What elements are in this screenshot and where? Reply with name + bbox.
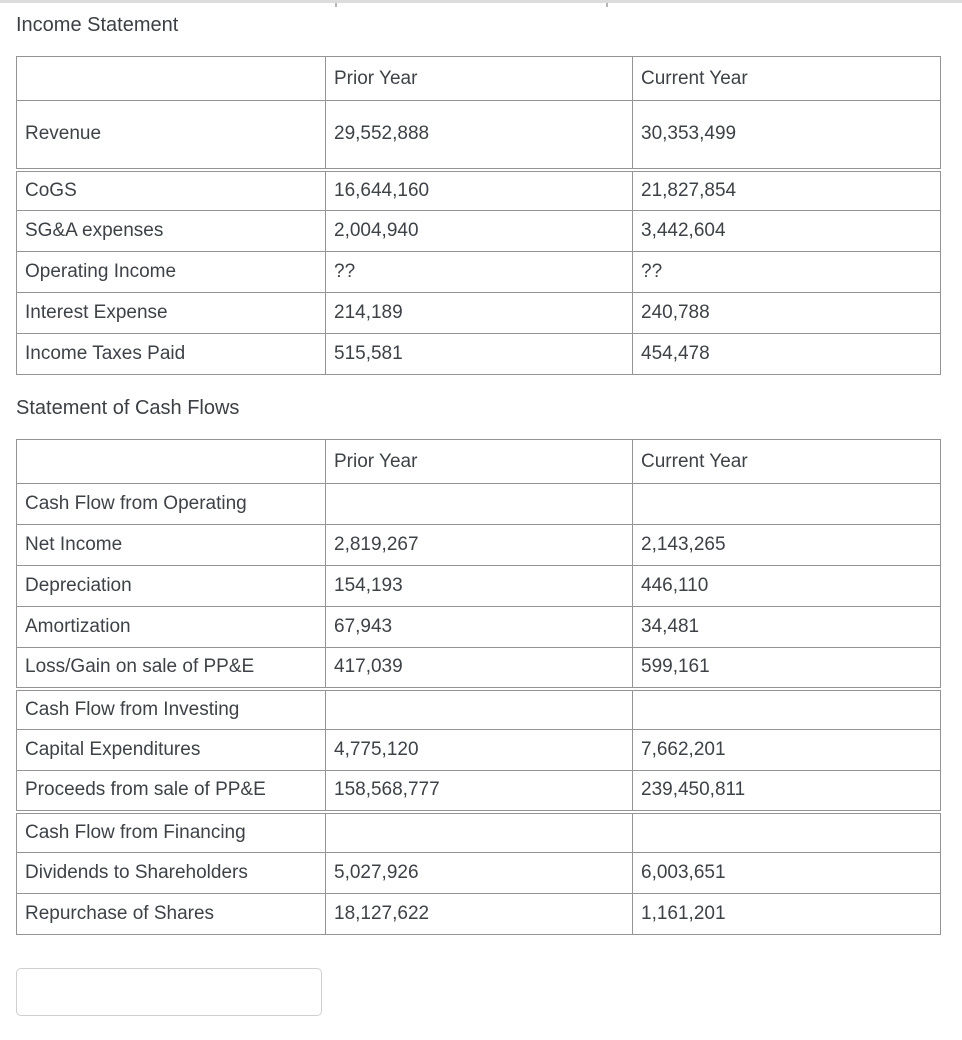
row-label: Income Taxes Paid: [17, 334, 326, 375]
row-label: Cash Flow from Operating: [17, 484, 326, 525]
current-year-value: 7,662,201: [633, 730, 941, 771]
header-prior-year: Prior Year: [326, 440, 633, 484]
income-statement-table: [16, 56, 941, 375]
row-label: Interest Expense: [17, 293, 326, 334]
row-label: CoGS: [17, 170, 326, 211]
cash-flow-statement-title: Statement of Cash Flows: [16, 397, 240, 419]
header-row: [17, 440, 941, 484]
prior-year-value: 158,568,777: [326, 771, 633, 812]
prior-year-value: 16,644,160: [326, 170, 633, 211]
row-label: Capital Expenditures: [17, 730, 326, 771]
header-current-year: Current Year: [633, 440, 941, 484]
prior-year-value: ??: [326, 252, 633, 293]
current-year-value: 446,110: [633, 566, 941, 607]
current-year-value: ??: [633, 252, 941, 293]
top-tick: [335, 3, 337, 7]
cash-flow-statement-table: [16, 439, 941, 935]
prior-year-value: 18,127,622: [326, 894, 633, 935]
prior-year-value: 515,581: [326, 334, 633, 375]
table-row: [17, 771, 941, 812]
table-row: [17, 607, 941, 648]
table-row: [17, 730, 941, 771]
prior-year-value: [326, 484, 633, 525]
table-row: [17, 648, 941, 689]
section-header-row: [17, 689, 941, 730]
current-year-value: [633, 689, 941, 730]
prior-year-value: [326, 689, 633, 730]
row-label: SG&A expenses: [17, 211, 326, 252]
table-row: [17, 170, 941, 211]
row-label: Net Income: [17, 525, 326, 566]
current-year-value: [633, 484, 941, 525]
header-blank: [17, 57, 326, 101]
current-year-value: 2,143,265: [633, 525, 941, 566]
table-row: [17, 252, 941, 293]
row-label: Amortization: [17, 607, 326, 648]
prior-year-value: 417,039: [326, 648, 633, 689]
current-year-value: 599,161: [633, 648, 941, 689]
header-current-year: Current Year: [633, 57, 941, 101]
prior-year-value: 4,775,120: [326, 730, 633, 771]
prior-year-value: [326, 812, 633, 853]
current-year-value: [633, 812, 941, 853]
row-label: Cash Flow from Investing: [17, 689, 326, 730]
current-year-value: 454,478: [633, 334, 941, 375]
table-row: [17, 211, 941, 252]
table-row: [17, 894, 941, 935]
cash-flow-statement-body: [17, 484, 941, 935]
section-header-row: [17, 484, 941, 525]
header-row: [17, 57, 941, 101]
row-label: Depreciation: [17, 566, 326, 607]
row-label: Repurchase of Shares: [17, 894, 326, 935]
current-year-value: 34,481: [633, 607, 941, 648]
row-label: Cash Flow from Financing: [17, 812, 326, 853]
top-tick: [606, 3, 608, 7]
section-header-row: [17, 812, 941, 853]
header-prior-year: Prior Year: [326, 57, 633, 101]
current-year-value: 1,161,201: [633, 894, 941, 935]
answer-input[interactable]: [16, 968, 322, 1016]
prior-year-value: 2,004,940: [326, 211, 633, 252]
current-year-value: 21,827,854: [633, 170, 941, 211]
table-row: [17, 101, 941, 170]
prior-year-value: 5,027,926: [326, 853, 633, 894]
current-year-value: 3,442,604: [633, 211, 941, 252]
header-blank: [17, 440, 326, 484]
prior-year-value: 29,552,888: [326, 101, 633, 170]
current-year-value: 239,450,811: [633, 771, 941, 812]
table-row: [17, 525, 941, 566]
prior-year-value: 154,193: [326, 566, 633, 607]
current-year-value: 240,788: [633, 293, 941, 334]
row-label: Revenue: [17, 101, 326, 170]
table-row: [17, 334, 941, 375]
row-label: Operating Income: [17, 252, 326, 293]
current-year-value: 30,353,499: [633, 101, 941, 170]
current-year-value: 6,003,651: [633, 853, 941, 894]
prior-year-value: 214,189: [326, 293, 633, 334]
prior-year-value: 2,819,267: [326, 525, 633, 566]
income-statement-title: Income Statement: [16, 14, 179, 36]
table-row: [17, 293, 941, 334]
table-row: [17, 566, 941, 607]
row-label: Loss/Gain on sale of PP&E: [17, 648, 326, 689]
row-label: Dividends to Shareholders: [17, 853, 326, 894]
row-label: Proceeds from sale of PP&E: [17, 771, 326, 812]
income-statement-body: [17, 101, 941, 375]
table-row: [17, 853, 941, 894]
top-divider: [0, 0, 962, 3]
prior-year-value: 67,943: [326, 607, 633, 648]
